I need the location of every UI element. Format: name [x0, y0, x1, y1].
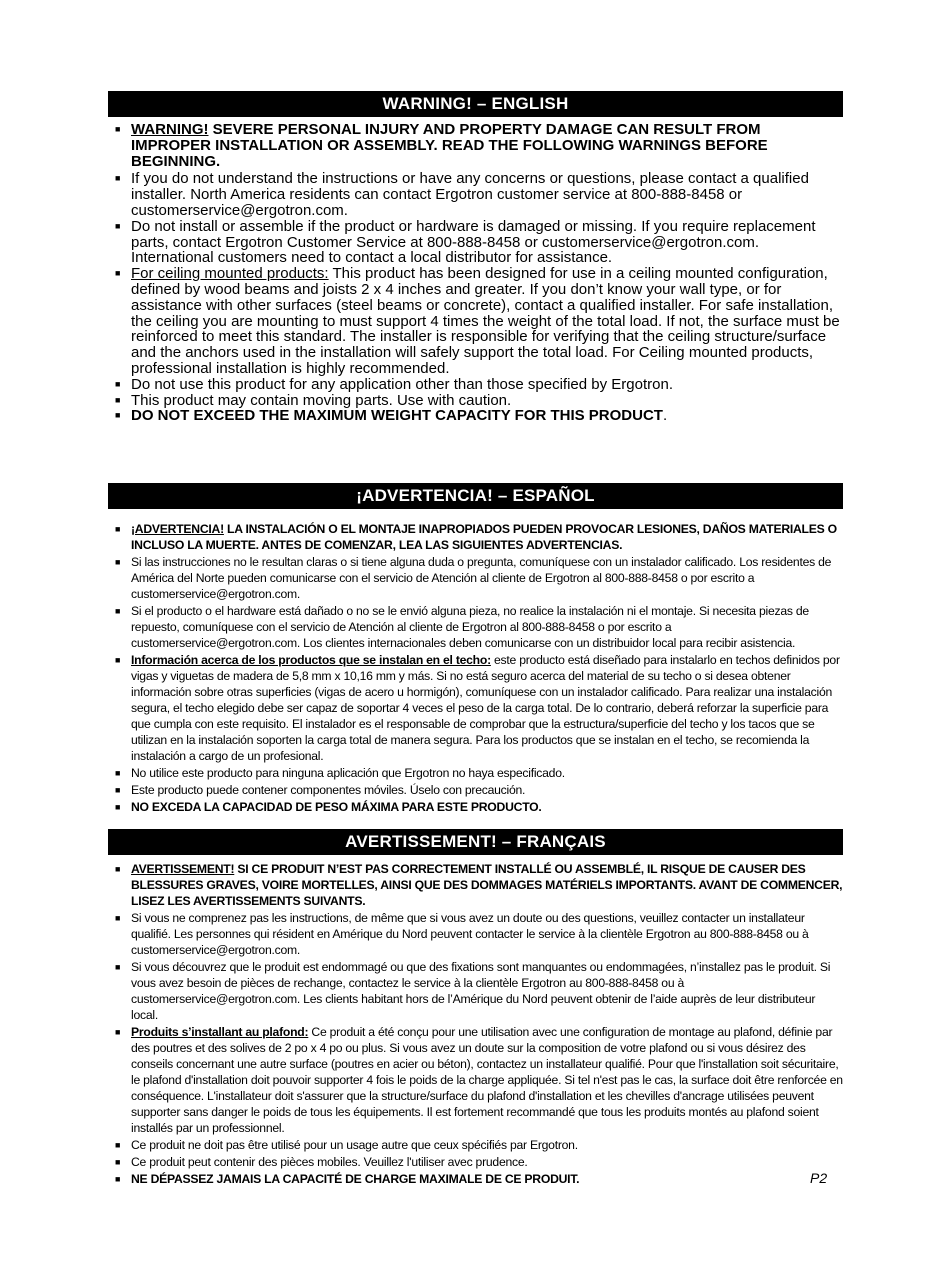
bullet-icon: ■: [115, 962, 121, 972]
spanish-warning-item: ■ No utilice este producto para ninguna aplicación que Ergotron no haya especificado.: [115, 766, 565, 780]
french-warning-item: ■ Ce produit peut contenir des pièces mobiles. Veuillez l'utiliser avec prudence.: [115, 1155, 528, 1169]
bullet-icon: ■: [115, 913, 121, 923]
bullet-icon: ■: [115, 606, 121, 616]
bullet-icon: ■: [115, 410, 121, 421]
bullet-icon: ■: [115, 524, 121, 534]
bullet-icon: ■: [115, 220, 121, 231]
english-warning-item: ■ For ceiling mounted products: This product has been designed for use in a ceiling mounted configuration, defined by wood beams and joists 2 x 4 inches and greater. If you don’t know your wall type, or for assistance with other surfaces (steel beams or concrete), contact a qualified installer. For safe installation, the ceiling you are mounting to must support 4 times the weight of the total load. If not, the surface must be reinforced to meet this standard. The installer is responsible for verifying that the ceiling structure/surface and the anchors used in the installation will safely support the total load. For Ceiling mounted products, professional installation is highly recommended.: [115, 265, 840, 377]
bullet-icon: ■: [115, 802, 121, 812]
spanish-warning-item: ■ Información acerca de los productos que se instalan en el techo: este producto está diseñado para instalarlo en techos definidos por vigas y viguetas de madera de 5,8 mm x 10,16 mm y más. Si no está seguro acerca del material de su techo o si desea obtener información sobre otras superficies (vigas de acero u hormigón), comuníquese con un instalador calificado. Para realizar una instalación segura, el techo elegido debe ser capaz de soportar 4 veces el peso de la carga total. De lo contrario, deberá reforzar la superficie para que cumpla con este requisito. El instalador es el responsable de comprobar que la estructura/superficie del techo y los tacos que se utilizan en la instalación soporten la carga total de manera segura. Para los productos que se instalan en el techo, se recomienda la instalación a cargo de un profesional.: [115, 653, 840, 763]
page-number: P2: [810, 1170, 828, 1186]
spanish-warning-item: ■ NO EXCEDA LA CAPACIDAD DE PESO MÁXIMA PARA ESTE PRODUCTO.: [115, 800, 542, 814]
english-warning-item: ■ Do not use this product for any application other than those specified by Ergotron.: [115, 375, 673, 393]
english-warning-section: [108, 91, 843, 424]
french-warning-item: ■ Ce produit ne doit pas être utilisé pour un usage autre que ceux spécifiés par Ergotron.: [115, 1138, 578, 1152]
french-section-header: AVERTISSEMENT! – FRANÇAIS: [108, 829, 843, 855]
french-warning-item: ■ NE DÉPASSEZ JAMAIS LA CAPACITÉ DE CHARGE MAXIMALE DE CE PRODUIT.: [115, 1172, 580, 1186]
bullet-icon: ■: [115, 557, 121, 567]
bullet-icon: ■: [115, 268, 121, 279]
spanish-warning-item: ■ Este producto puede contener componentes móviles. Úselo con precaución.: [115, 783, 526, 797]
french-warning-item: ■ Si vous ne comprenez pas les instructions, de même que si vous avez un doute ou des questions, veuillez contacter un installateur qualifié. Les personnes qui résident en Amérique du Nord peuvent contacter le service à la clientèle Ergotron au 800-888-8458 ou à customerservice@ergotron.com.: [115, 911, 809, 957]
bullet-icon: ■: [115, 1157, 121, 1167]
bullet-icon: ■: [115, 1027, 121, 1037]
english-warning-item: ■ If you do not understand the instructions or have any concerns or questions, please contact a qualified installer. North America residents can contact Ergotron customer service at 800-888-8458 or customerservice@ergotron.com.: [115, 170, 809, 219]
french-warning-item: ■ AVERTISSEMENT! SI CE PRODUIT N’EST PAS CORRECTEMENT INSTALLÉ OU ASSEMBLÉ, IL RISQUE DE CAUSER DES BLESSURES GRAVES, VOIRE MORTELLES, AINSI QUE DES DOMMAGES MATÉRIELS IMPORTANTS. AVANT DE COMMENCER, LISEZ LES AVERTISSEMENTS SUIVANTS.: [115, 862, 843, 908]
bullet-icon: ■: [115, 785, 121, 795]
spanish-warning-item: ■ ¡ADVERTENCIA! LA INSTALACIÓN O EL MONTAJE INAPROPIADOS PUEDEN PROVOCAR LESIONES, DAÑOS MATERIALES O INCLUSO LA MUERTE. ANTES DE COMENZAR, LEA LAS SIGUIENTES ADVERTENCIAS.: [115, 522, 837, 552]
english-warning-item: ■ DO NOT EXCEED THE MAXIMUM WEIGHT CAPACITY FOR THIS PRODUCT.: [115, 407, 668, 425]
english-warning-item: ■ This product may contain moving parts. Use with caution.: [115, 391, 512, 409]
bullet-icon: ■: [115, 1174, 121, 1184]
bullet-icon: ■: [115, 124, 121, 134]
bullet-icon: ■: [115, 655, 121, 665]
french-warning-item: ■ Produits s’installant au plafond: Ce produit a été conçu pour une utilisation avec une configuration de montage au plafond, définie par des poutres et des solives de 2 po x 4 po ou plus. Si vous avez un doute sur la composition de votre plafond ou si vous désirez des conseils concernant une autre surface (poutres en acier ou béton), contactez un installateur qualifié. Pour que l'installation soit sécuritaire, le plafond d'installation doit pouvoir supporter 4 fois le poids de la charge appliquée. Si tel n'est pas le cas, la surface doit être renforcée en conséquence. L'installateur doit s'assurer que la structure/surface du plafond d'installation et les chevilles d'ancrage utilisées peuvent supporter sans danger le poids de tous les équipements. Il est fortement recommandé que tous les produits montés au plafond soient installés par un professionnel.: [115, 1025, 843, 1135]
spanish-warning-section: [108, 483, 843, 816]
french-warning-item: ■ Si vous découvrez que le produit est endommagé ou que des fixations sont manquantes ou endommagées, n’installez pas le produit. Si vous avez besoin de pièces de rechange, contactez le service à la clientèle Ergotron au 800-888-8458 ou à customerservice@ergotron.com. Les clients habitant hors de l’Amérique du Nord peuvent obtenir de l’aide auprès de leur distributeur local.: [115, 960, 831, 1022]
french-warning-list: [108, 861, 843, 1187]
bullet-icon: ■: [115, 394, 121, 405]
english-section-header: WARNING! – ENGLISH: [108, 91, 843, 117]
bullet-icon: ■: [115, 173, 121, 184]
bullet-icon: ■: [115, 1140, 121, 1150]
bullet-icon: ■: [115, 768, 121, 778]
spanish-warning-item: ■ Si las instrucciones no le resultan claras o si tiene alguna duda o pregunta, comuníquese con un instalador calificado. Los residentes de América del Norte pueden comunicarse con el servicio de Atención al cliente de Ergotron al 800-888-8458 o por escrito a customerservice@ergotron.com.: [115, 555, 832, 601]
spanish-warning-item: ■ Si el producto o el hardware está dañado o no se le envió alguna pieza, no realice la instalación ni el montaje. Si necesita piezas de repuesto, comuníquese con el servicio de Atención al cliente de Ergotron al 800-888-8458 o por escrito a customerservice@ergotron.com. Los clientes internacionales deben comunicarse con un distribuidor local para recibir asistencia.: [115, 604, 809, 650]
spanish-warning-list: [108, 521, 843, 815]
french-warning-section: [108, 829, 843, 1188]
bullet-icon: ■: [115, 864, 121, 874]
spanish-section-header: ¡ADVERTENCIA! – ESPAÑOL: [108, 483, 843, 509]
bullet-icon: ■: [115, 378, 121, 389]
english-warning-item: ■ WARNING! SEVERE PERSONAL INJURY AND PROPERTY DAMAGE CAN RESULT FROM IMPROPER INSTALLATION OR ASSEMBLY. READ THE FOLLOWING WARNINGS BEFORE BEGINNING.: [115, 121, 768, 170]
english-warning-item: ■ Do not install or assemble if the product or hardware is damaged or missing. If you require replacement parts, contact Ergotron Customer Service at 800-888-8458 or customerservice@ergotron.com. International customers need to contact a local distributor for assistance.: [115, 217, 816, 267]
english-warning-list: [108, 122, 843, 424]
